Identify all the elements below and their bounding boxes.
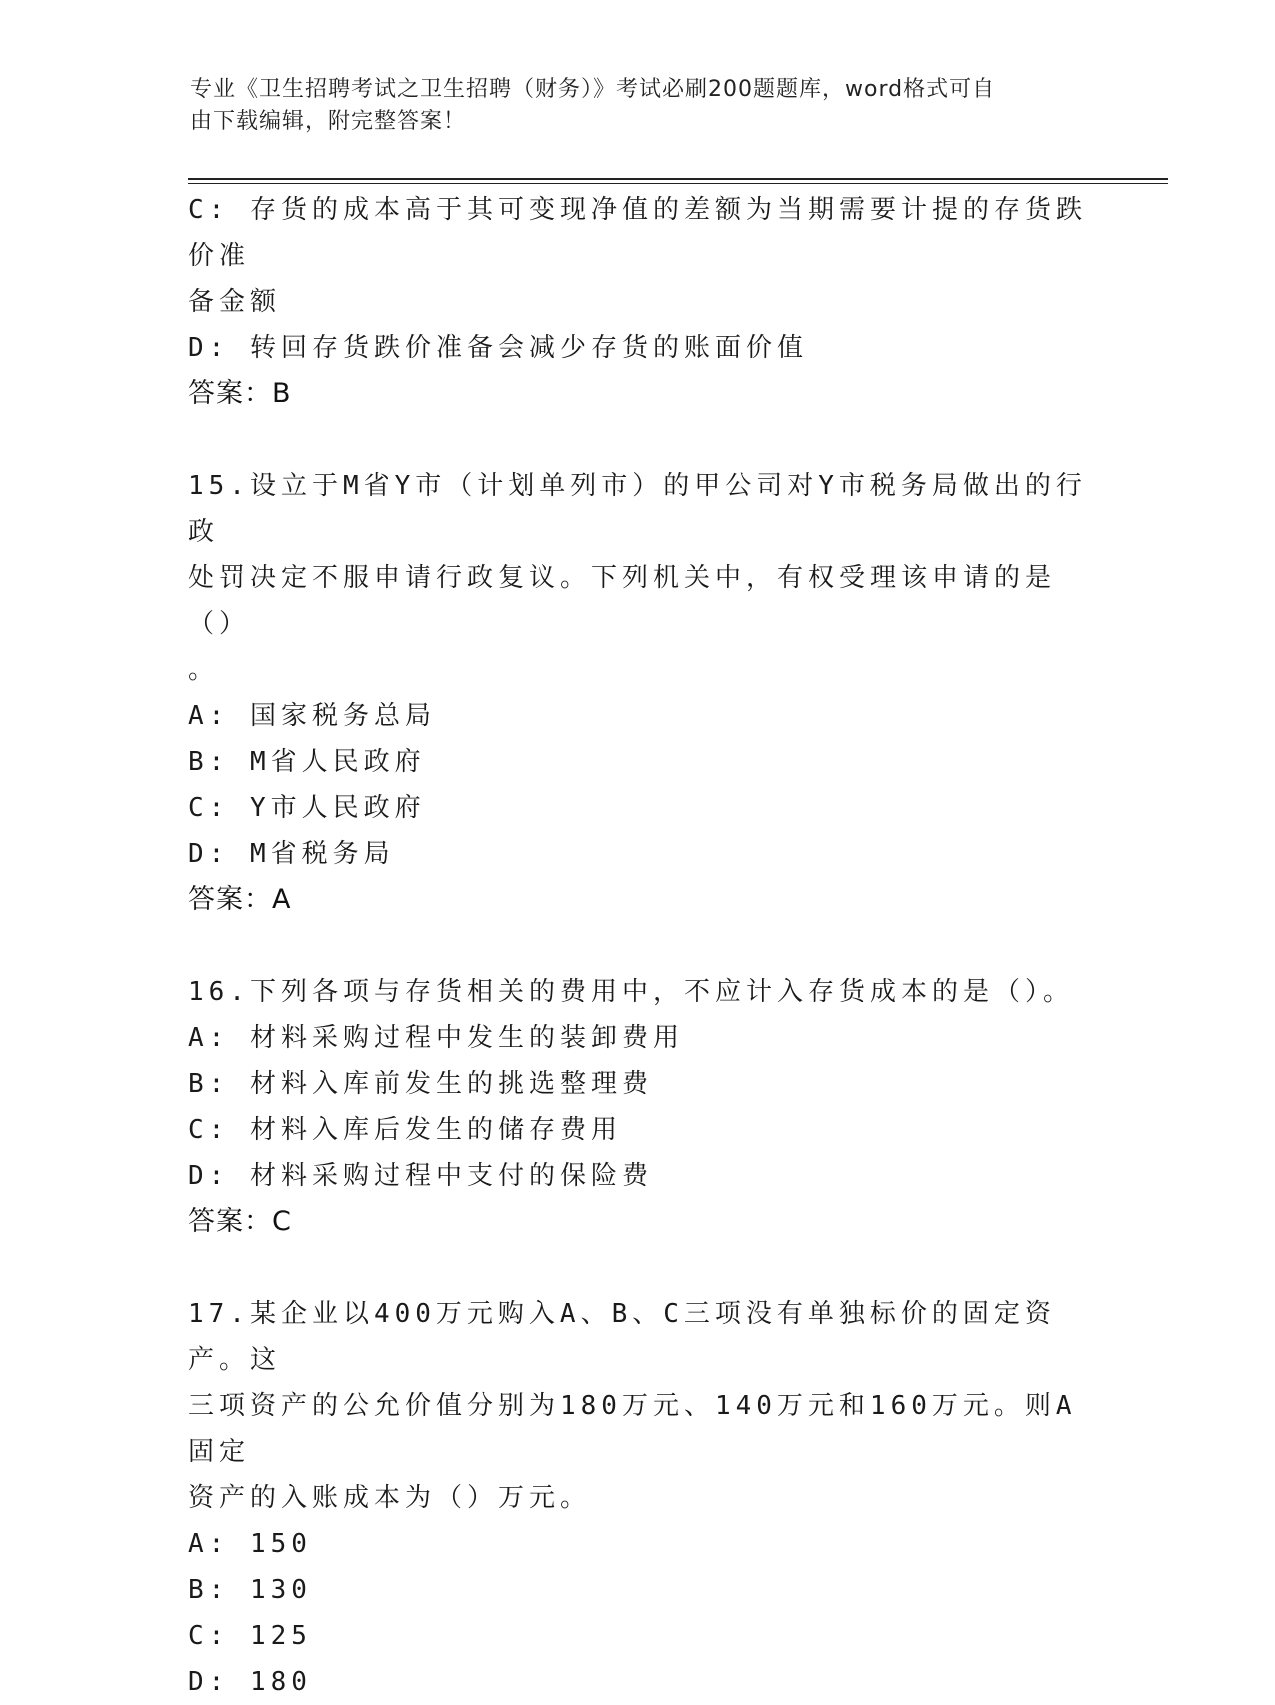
option-b: B: 130 <box>188 1575 312 1605</box>
option-b: B: 材料入库前发生的挑选整理费 <box>188 1069 653 1099</box>
document-body <box>188 187 1088 1705</box>
answer-line: 答案：C <box>188 1206 292 1237</box>
option-c: C: Y市人民政府 <box>188 793 426 823</box>
option-c-continued: 备金额 <box>188 287 282 317</box>
question-16 <box>188 969 1088 1245</box>
spacer <box>188 923 1088 969</box>
question-stem: 15.设立于M省Y市（计划单列市）的甲公司对Y市税务局做出的行政 <box>188 471 1087 547</box>
spacer <box>188 417 1088 463</box>
question-15 <box>188 463 1088 923</box>
question-stem-continued: 三项资产的公允价值分别为180万元、140万元和160万元。则A固定 <box>188 1391 1077 1467</box>
option-c: C: 存货的成本高于其可变现净值的差额为当期需要计提的存货跌价准 <box>188 195 1087 271</box>
option-d: D: 180 <box>188 1667 312 1697</box>
option-d: D: 转回存货跌价准备会减少存货的账面价值 <box>188 333 808 363</box>
header-line-2: 由下载编辑，附完整答案！ <box>190 109 467 134</box>
option-d: D: M省税务局 <box>188 839 395 869</box>
option-c: C: 125 <box>188 1621 312 1651</box>
header-line-1: 专业《卫生招聘考试之卫生招聘（财务）》考试必刷200题题库，word格式可自 <box>190 77 996 102</box>
header-rule-thick <box>188 178 1168 180</box>
option-c: C: 材料入库后发生的储存费用 <box>188 1115 622 1145</box>
option-a: A: 国家税务总局 <box>188 701 436 731</box>
question-stem-continued: 。 <box>188 655 220 685</box>
option-a: A: 材料采购过程中发生的装卸费用 <box>188 1023 684 1053</box>
document-header <box>190 74 1070 138</box>
question-stem-continued: 资产的入账成本为（）万元。 <box>188 1483 592 1513</box>
previous-question-tail <box>188 187 1088 417</box>
answer-line: 答案：B <box>188 378 292 409</box>
question-stem-continued: 处罚决定不服申请行政复议。下列机关中，有权受理该申请的是（） <box>188 563 1057 639</box>
option-a: A: 150 <box>188 1529 312 1559</box>
option-b: B: M省人民政府 <box>188 747 426 777</box>
question-17 <box>188 1291 1088 1705</box>
answer-line: 答案：A <box>188 884 292 915</box>
question-stem: 17.某企业以400万元购入A、B、C三项没有单独标价的固定资产。这 <box>188 1299 1056 1375</box>
question-stem: 16.下列各项与存货相关的费用中，不应计入存货成本的是（）。 <box>188 977 1074 1007</box>
spacer <box>188 1245 1088 1291</box>
option-d: D: 材料采购过程中支付的保险费 <box>188 1161 653 1191</box>
header-rule-thin <box>188 183 1168 184</box>
